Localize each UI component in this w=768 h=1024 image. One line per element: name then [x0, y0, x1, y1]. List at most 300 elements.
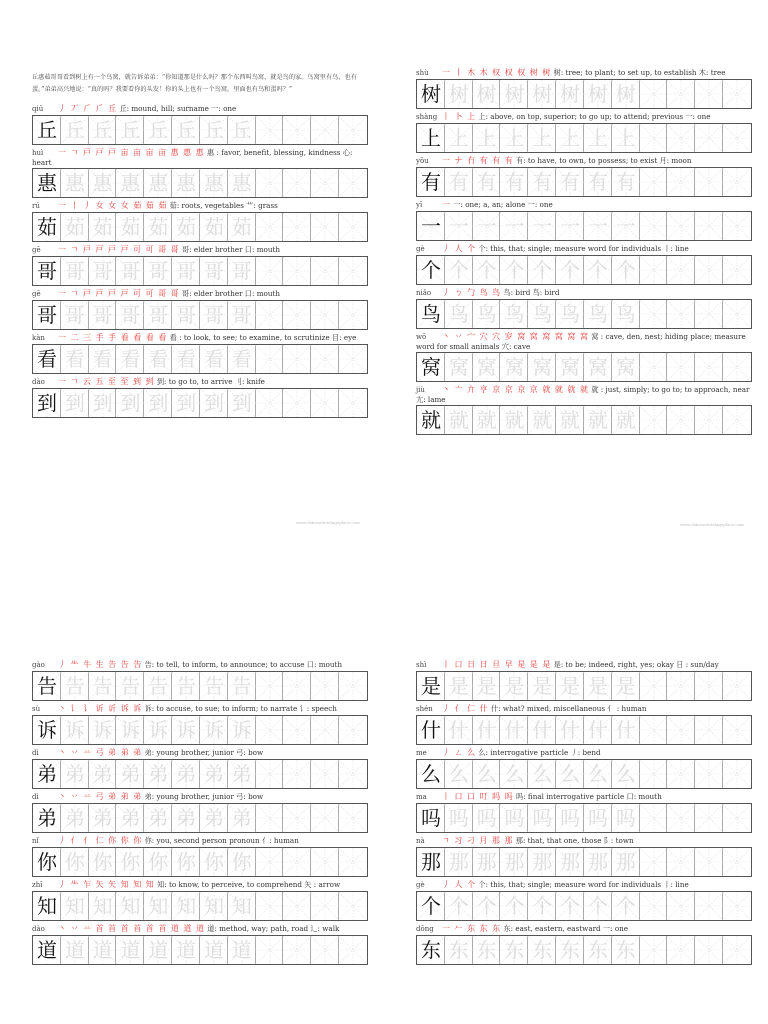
- trace-character-cell[interactable]: [200, 760, 228, 788]
- trace-character-cell[interactable]: [144, 169, 172, 197]
- blank-practice-cell[interactable]: [695, 406, 723, 434]
- blank-practice-cell[interactable]: [640, 672, 668, 700]
- trace-character-cell[interactable]: [228, 116, 256, 144]
- trace-character-cell[interactable]: [528, 300, 556, 328]
- blank-practice-cell[interactable]: [640, 406, 668, 434]
- trace-character-cell[interactable]: [473, 406, 501, 434]
- blank-practice-cell[interactable]: [667, 804, 695, 832]
- trace-character-cell[interactable]: [556, 212, 584, 240]
- blank-practice-cell[interactable]: [667, 892, 695, 920]
- trace-character-cell[interactable]: [61, 345, 89, 373]
- blank-practice-cell[interactable]: [667, 168, 695, 196]
- trace-character-cell[interactable]: [200, 345, 228, 373]
- trace-character-cell[interactable]: [584, 716, 612, 744]
- trace-character-cell[interactable]: [200, 389, 228, 417]
- blank-practice-cell[interactable]: [256, 892, 284, 920]
- trace-character-cell[interactable]: [445, 212, 473, 240]
- trace-character-cell[interactable]: [89, 345, 117, 373]
- blank-practice-cell[interactable]: [695, 804, 723, 832]
- trace-character-cell[interactable]: [556, 760, 584, 788]
- trace-character-cell[interactable]: [500, 256, 528, 284]
- trace-character-cell[interactable]: [228, 760, 256, 788]
- blank-practice-cell[interactable]: [723, 406, 751, 434]
- trace-character-cell[interactable]: [228, 892, 256, 920]
- trace-character-cell[interactable]: [500, 353, 528, 381]
- trace-character-cell[interactable]: [556, 256, 584, 284]
- trace-character-cell[interactable]: [172, 848, 200, 876]
- blank-practice-cell[interactable]: [339, 760, 367, 788]
- trace-character-cell[interactable]: [584, 804, 612, 832]
- blank-practice-cell[interactable]: [640, 80, 668, 108]
- trace-character-cell[interactable]: [473, 353, 501, 381]
- blank-practice-cell[interactable]: [723, 848, 751, 876]
- trace-character-cell[interactable]: [61, 672, 89, 700]
- blank-practice-cell[interactable]: [256, 169, 284, 197]
- blank-practice-cell[interactable]: [311, 804, 339, 832]
- blank-practice-cell[interactable]: [640, 936, 668, 964]
- blank-practice-cell[interactable]: [339, 213, 367, 241]
- trace-character-cell[interactable]: [445, 672, 473, 700]
- trace-character-cell[interactable]: [228, 257, 256, 285]
- trace-character-cell[interactable]: [500, 300, 528, 328]
- blank-practice-cell[interactable]: [723, 892, 751, 920]
- trace-character-cell[interactable]: [584, 936, 612, 964]
- trace-character-cell[interactable]: [228, 936, 256, 964]
- trace-character-cell[interactable]: [89, 716, 117, 744]
- trace-character-cell[interactable]: [116, 716, 144, 744]
- blank-practice-cell[interactable]: [339, 804, 367, 832]
- trace-character-cell[interactable]: [445, 804, 473, 832]
- trace-character-cell[interactable]: [584, 212, 612, 240]
- blank-practice-cell[interactable]: [667, 848, 695, 876]
- trace-character-cell[interactable]: [144, 804, 172, 832]
- trace-character-cell[interactable]: [473, 168, 501, 196]
- trace-character-cell[interactable]: [612, 212, 640, 240]
- trace-character-cell[interactable]: [528, 848, 556, 876]
- blank-practice-cell[interactable]: [695, 760, 723, 788]
- blank-practice-cell[interactable]: [311, 169, 339, 197]
- trace-character-cell[interactable]: [172, 892, 200, 920]
- blank-practice-cell[interactable]: [311, 345, 339, 373]
- trace-character-cell[interactable]: [144, 257, 172, 285]
- trace-character-cell[interactable]: [612, 168, 640, 196]
- trace-character-cell[interactable]: [612, 256, 640, 284]
- trace-character-cell[interactable]: [612, 892, 640, 920]
- trace-character-cell[interactable]: [473, 760, 501, 788]
- blank-practice-cell[interactable]: [311, 892, 339, 920]
- trace-character-cell[interactable]: [200, 213, 228, 241]
- blank-practice-cell[interactable]: [339, 936, 367, 964]
- trace-character-cell[interactable]: [116, 672, 144, 700]
- blank-practice-cell[interactable]: [256, 804, 284, 832]
- trace-character-cell[interactable]: [500, 760, 528, 788]
- trace-character-cell[interactable]: [528, 804, 556, 832]
- trace-character-cell[interactable]: [228, 213, 256, 241]
- trace-character-cell[interactable]: [556, 804, 584, 832]
- trace-character-cell[interactable]: [116, 804, 144, 832]
- trace-character-cell[interactable]: [612, 300, 640, 328]
- trace-character-cell[interactable]: [172, 804, 200, 832]
- blank-practice-cell[interactable]: [723, 936, 751, 964]
- trace-character-cell[interactable]: [556, 672, 584, 700]
- trace-character-cell[interactable]: [61, 936, 89, 964]
- trace-character-cell[interactable]: [89, 848, 117, 876]
- trace-character-cell[interactable]: [61, 848, 89, 876]
- trace-character-cell[interactable]: [584, 168, 612, 196]
- blank-practice-cell[interactable]: [723, 124, 751, 152]
- blank-practice-cell[interactable]: [667, 212, 695, 240]
- trace-character-cell[interactable]: [445, 168, 473, 196]
- trace-character-cell[interactable]: [89, 257, 117, 285]
- trace-character-cell[interactable]: [144, 716, 172, 744]
- trace-character-cell[interactable]: [200, 716, 228, 744]
- trace-character-cell[interactable]: [172, 301, 200, 329]
- blank-practice-cell[interactable]: [283, 804, 311, 832]
- blank-practice-cell[interactable]: [311, 213, 339, 241]
- blank-practice-cell[interactable]: [640, 124, 668, 152]
- trace-character-cell[interactable]: [445, 406, 473, 434]
- trace-character-cell[interactable]: [89, 892, 117, 920]
- trace-character-cell[interactable]: [500, 124, 528, 152]
- blank-practice-cell[interactable]: [256, 672, 284, 700]
- trace-character-cell[interactable]: [200, 301, 228, 329]
- trace-character-cell[interactable]: [172, 116, 200, 144]
- blank-practice-cell[interactable]: [283, 892, 311, 920]
- trace-character-cell[interactable]: [89, 213, 117, 241]
- trace-character-cell[interactable]: [228, 389, 256, 417]
- trace-character-cell[interactable]: [500, 892, 528, 920]
- blank-practice-cell[interactable]: [283, 169, 311, 197]
- blank-practice-cell[interactable]: [695, 124, 723, 152]
- blank-practice-cell[interactable]: [339, 892, 367, 920]
- trace-character-cell[interactable]: [528, 256, 556, 284]
- trace-character-cell[interactable]: [89, 804, 117, 832]
- blank-practice-cell[interactable]: [723, 256, 751, 284]
- trace-character-cell[interactable]: [172, 672, 200, 700]
- trace-character-cell[interactable]: [116, 213, 144, 241]
- trace-character-cell[interactable]: [200, 116, 228, 144]
- trace-character-cell[interactable]: [500, 804, 528, 832]
- blank-practice-cell[interactable]: [311, 760, 339, 788]
- blank-practice-cell[interactable]: [695, 168, 723, 196]
- trace-character-cell[interactable]: [89, 672, 117, 700]
- trace-character-cell[interactable]: [116, 760, 144, 788]
- trace-character-cell[interactable]: [144, 301, 172, 329]
- blank-practice-cell[interactable]: [311, 716, 339, 744]
- blank-practice-cell[interactable]: [723, 804, 751, 832]
- trace-character-cell[interactable]: [473, 300, 501, 328]
- trace-character-cell[interactable]: [556, 353, 584, 381]
- trace-character-cell[interactable]: [445, 716, 473, 744]
- trace-character-cell[interactable]: [445, 124, 473, 152]
- blank-practice-cell[interactable]: [256, 301, 284, 329]
- trace-character-cell[interactable]: [61, 257, 89, 285]
- blank-practice-cell[interactable]: [667, 80, 695, 108]
- trace-character-cell[interactable]: [473, 804, 501, 832]
- blank-practice-cell[interactable]: [640, 300, 668, 328]
- trace-character-cell[interactable]: [228, 345, 256, 373]
- trace-character-cell[interactable]: [612, 80, 640, 108]
- trace-character-cell[interactable]: [500, 212, 528, 240]
- trace-character-cell[interactable]: [172, 345, 200, 373]
- blank-practice-cell[interactable]: [256, 257, 284, 285]
- blank-practice-cell[interactable]: [667, 256, 695, 284]
- blank-practice-cell[interactable]: [723, 716, 751, 744]
- blank-practice-cell[interactable]: [283, 936, 311, 964]
- trace-character-cell[interactable]: [61, 213, 89, 241]
- trace-character-cell[interactable]: [556, 80, 584, 108]
- blank-practice-cell[interactable]: [256, 345, 284, 373]
- blank-practice-cell[interactable]: [256, 116, 284, 144]
- trace-character-cell[interactable]: [116, 169, 144, 197]
- blank-practice-cell[interactable]: [311, 672, 339, 700]
- trace-character-cell[interactable]: [89, 389, 117, 417]
- trace-character-cell[interactable]: [228, 169, 256, 197]
- trace-character-cell[interactable]: [89, 169, 117, 197]
- trace-character-cell[interactable]: [473, 672, 501, 700]
- blank-practice-cell[interactable]: [667, 672, 695, 700]
- trace-character-cell[interactable]: [612, 848, 640, 876]
- trace-character-cell[interactable]: [500, 848, 528, 876]
- trace-character-cell[interactable]: [612, 760, 640, 788]
- trace-character-cell[interactable]: [172, 760, 200, 788]
- trace-character-cell[interactable]: [116, 936, 144, 964]
- blank-practice-cell[interactable]: [723, 760, 751, 788]
- blank-practice-cell[interactable]: [667, 716, 695, 744]
- trace-character-cell[interactable]: [528, 716, 556, 744]
- trace-character-cell[interactable]: [172, 169, 200, 197]
- blank-practice-cell[interactable]: [695, 256, 723, 284]
- trace-character-cell[interactable]: [144, 213, 172, 241]
- trace-character-cell[interactable]: [144, 672, 172, 700]
- blank-practice-cell[interactable]: [311, 936, 339, 964]
- trace-character-cell[interactable]: [200, 804, 228, 832]
- trace-character-cell[interactable]: [528, 672, 556, 700]
- blank-practice-cell[interactable]: [640, 168, 668, 196]
- trace-character-cell[interactable]: [61, 716, 89, 744]
- trace-character-cell[interactable]: [172, 213, 200, 241]
- trace-character-cell[interactable]: [144, 389, 172, 417]
- blank-practice-cell[interactable]: [695, 892, 723, 920]
- blank-practice-cell[interactable]: [283, 672, 311, 700]
- blank-practice-cell[interactable]: [695, 212, 723, 240]
- blank-practice-cell[interactable]: [695, 300, 723, 328]
- trace-character-cell[interactable]: [612, 353, 640, 381]
- trace-character-cell[interactable]: [528, 212, 556, 240]
- trace-character-cell[interactable]: [556, 168, 584, 196]
- trace-character-cell[interactable]: [528, 80, 556, 108]
- trace-character-cell[interactable]: [556, 892, 584, 920]
- blank-practice-cell[interactable]: [640, 892, 668, 920]
- blank-practice-cell[interactable]: [311, 389, 339, 417]
- blank-practice-cell[interactable]: [695, 936, 723, 964]
- trace-character-cell[interactable]: [144, 848, 172, 876]
- trace-character-cell[interactable]: [500, 168, 528, 196]
- trace-character-cell[interactable]: [473, 256, 501, 284]
- trace-character-cell[interactable]: [528, 353, 556, 381]
- blank-practice-cell[interactable]: [667, 760, 695, 788]
- blank-practice-cell[interactable]: [283, 345, 311, 373]
- trace-character-cell[interactable]: [473, 212, 501, 240]
- blank-practice-cell[interactable]: [256, 213, 284, 241]
- trace-character-cell[interactable]: [116, 257, 144, 285]
- trace-character-cell[interactable]: [473, 716, 501, 744]
- trace-character-cell[interactable]: [584, 256, 612, 284]
- blank-practice-cell[interactable]: [723, 212, 751, 240]
- blank-practice-cell[interactable]: [695, 353, 723, 381]
- trace-character-cell[interactable]: [144, 936, 172, 964]
- blank-practice-cell[interactable]: [667, 124, 695, 152]
- trace-character-cell[interactable]: [612, 716, 640, 744]
- blank-practice-cell[interactable]: [339, 257, 367, 285]
- trace-character-cell[interactable]: [61, 760, 89, 788]
- trace-character-cell[interactable]: [144, 116, 172, 144]
- trace-character-cell[interactable]: [584, 80, 612, 108]
- trace-character-cell[interactable]: [584, 353, 612, 381]
- trace-character-cell[interactable]: [89, 936, 117, 964]
- blank-practice-cell[interactable]: [723, 80, 751, 108]
- trace-character-cell[interactable]: [584, 124, 612, 152]
- trace-character-cell[interactable]: [473, 80, 501, 108]
- trace-character-cell[interactable]: [144, 892, 172, 920]
- trace-character-cell[interactable]: [445, 256, 473, 284]
- blank-practice-cell[interactable]: [339, 848, 367, 876]
- blank-practice-cell[interactable]: [339, 389, 367, 417]
- blank-practice-cell[interactable]: [256, 848, 284, 876]
- trace-character-cell[interactable]: [584, 892, 612, 920]
- trace-character-cell[interactable]: [445, 353, 473, 381]
- trace-character-cell[interactable]: [89, 760, 117, 788]
- trace-character-cell[interactable]: [612, 124, 640, 152]
- blank-practice-cell[interactable]: [667, 936, 695, 964]
- blank-practice-cell[interactable]: [339, 716, 367, 744]
- blank-practice-cell[interactable]: [640, 804, 668, 832]
- blank-practice-cell[interactable]: [640, 256, 668, 284]
- trace-character-cell[interactable]: [500, 406, 528, 434]
- blank-practice-cell[interactable]: [723, 168, 751, 196]
- blank-practice-cell[interactable]: [283, 213, 311, 241]
- trace-character-cell[interactable]: [228, 804, 256, 832]
- trace-character-cell[interactable]: [556, 406, 584, 434]
- blank-practice-cell[interactable]: [339, 301, 367, 329]
- trace-character-cell[interactable]: [445, 892, 473, 920]
- blank-practice-cell[interactable]: [695, 80, 723, 108]
- trace-character-cell[interactable]: [556, 936, 584, 964]
- trace-character-cell[interactable]: [172, 389, 200, 417]
- trace-character-cell[interactable]: [89, 116, 117, 144]
- trace-character-cell[interactable]: [445, 80, 473, 108]
- blank-practice-cell[interactable]: [723, 353, 751, 381]
- trace-character-cell[interactable]: [200, 672, 228, 700]
- trace-character-cell[interactable]: [89, 301, 117, 329]
- blank-practice-cell[interactable]: [283, 301, 311, 329]
- trace-character-cell[interactable]: [584, 672, 612, 700]
- blank-practice-cell[interactable]: [283, 848, 311, 876]
- blank-practice-cell[interactable]: [723, 300, 751, 328]
- trace-character-cell[interactable]: [584, 760, 612, 788]
- blank-practice-cell[interactable]: [339, 345, 367, 373]
- blank-practice-cell[interactable]: [283, 257, 311, 285]
- trace-character-cell[interactable]: [228, 716, 256, 744]
- blank-practice-cell[interactable]: [667, 406, 695, 434]
- blank-practice-cell[interactable]: [695, 716, 723, 744]
- trace-character-cell[interactable]: [200, 848, 228, 876]
- trace-character-cell[interactable]: [528, 760, 556, 788]
- trace-character-cell[interactable]: [612, 406, 640, 434]
- trace-character-cell[interactable]: [172, 257, 200, 285]
- trace-character-cell[interactable]: [116, 389, 144, 417]
- trace-character-cell[interactable]: [200, 257, 228, 285]
- trace-character-cell[interactable]: [584, 406, 612, 434]
- trace-character-cell[interactable]: [528, 168, 556, 196]
- trace-character-cell[interactable]: [500, 672, 528, 700]
- trace-character-cell[interactable]: [228, 672, 256, 700]
- blank-practice-cell[interactable]: [311, 116, 339, 144]
- trace-character-cell[interactable]: [445, 300, 473, 328]
- trace-character-cell[interactable]: [445, 848, 473, 876]
- trace-character-cell[interactable]: [61, 116, 89, 144]
- blank-practice-cell[interactable]: [283, 760, 311, 788]
- trace-character-cell[interactable]: [61, 301, 89, 329]
- trace-character-cell[interactable]: [612, 672, 640, 700]
- trace-character-cell[interactable]: [500, 936, 528, 964]
- trace-character-cell[interactable]: [172, 936, 200, 964]
- blank-practice-cell[interactable]: [256, 936, 284, 964]
- trace-character-cell[interactable]: [473, 124, 501, 152]
- blank-practice-cell[interactable]: [339, 116, 367, 144]
- blank-practice-cell[interactable]: [283, 716, 311, 744]
- blank-practice-cell[interactable]: [256, 760, 284, 788]
- blank-practice-cell[interactable]: [256, 716, 284, 744]
- trace-character-cell[interactable]: [61, 892, 89, 920]
- blank-practice-cell[interactable]: [640, 212, 668, 240]
- trace-character-cell[interactable]: [116, 116, 144, 144]
- trace-character-cell[interactable]: [116, 892, 144, 920]
- blank-practice-cell[interactable]: [311, 848, 339, 876]
- trace-character-cell[interactable]: [528, 124, 556, 152]
- blank-practice-cell[interactable]: [256, 389, 284, 417]
- trace-character-cell[interactable]: [445, 760, 473, 788]
- trace-character-cell[interactable]: [584, 300, 612, 328]
- blank-practice-cell[interactable]: [640, 760, 668, 788]
- trace-character-cell[interactable]: [584, 848, 612, 876]
- trace-character-cell[interactable]: [228, 848, 256, 876]
- blank-practice-cell[interactable]: [640, 716, 668, 744]
- trace-character-cell[interactable]: [556, 848, 584, 876]
- blank-practice-cell[interactable]: [667, 353, 695, 381]
- trace-character-cell[interactable]: [612, 804, 640, 832]
- trace-character-cell[interactable]: [200, 892, 228, 920]
- trace-character-cell[interactable]: [200, 936, 228, 964]
- trace-character-cell[interactable]: [61, 804, 89, 832]
- blank-practice-cell[interactable]: [311, 257, 339, 285]
- trace-character-cell[interactable]: [144, 345, 172, 373]
- blank-practice-cell[interactable]: [339, 169, 367, 197]
- trace-character-cell[interactable]: [172, 716, 200, 744]
- trace-character-cell[interactable]: [528, 892, 556, 920]
- blank-practice-cell[interactable]: [695, 672, 723, 700]
- blank-practice-cell[interactable]: [283, 116, 311, 144]
- blank-practice-cell[interactable]: [339, 672, 367, 700]
- trace-character-cell[interactable]: [144, 760, 172, 788]
- trace-character-cell[interactable]: [228, 301, 256, 329]
- trace-character-cell[interactable]: [61, 389, 89, 417]
- trace-character-cell[interactable]: [473, 848, 501, 876]
- trace-character-cell[interactable]: [116, 301, 144, 329]
- trace-character-cell[interactable]: [556, 300, 584, 328]
- trace-character-cell[interactable]: [556, 716, 584, 744]
- trace-character-cell[interactable]: [528, 406, 556, 434]
